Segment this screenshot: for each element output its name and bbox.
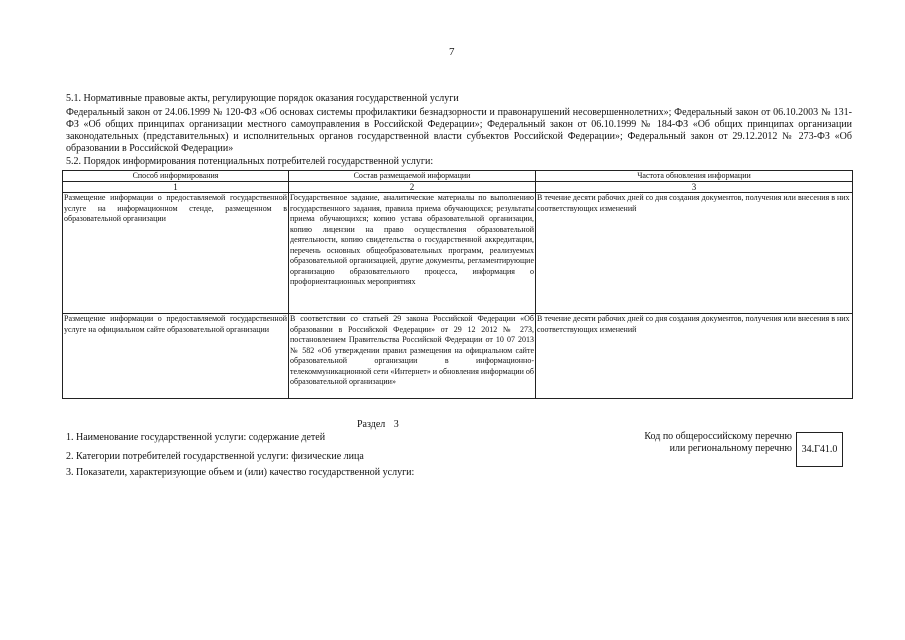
column-header-frequency: Частота обновления информации: [536, 171, 853, 182]
legal-acts-text: Федеральный закон от 24.06.1999 № 120-ФЗ «Об основах системы профилактики безнадзорности и правонарушений несовершеннолетних»; Федеральный закон от 06.10.2003 № 131-ФЗ «Об общих принципах организации местного самоуправления в Российской Федерации»; Федеральный закон от 06.10.1999 № 184-ФЗ «Об общих принципах организации законодательных (представительных) и исполнительных органов государственной власти субъектов Российской Федерации»; Федеральный закон от 29.12.2012 № 273-ФЗ «Об образовании в Российской Федерации»: [66, 107, 852, 154]
column-number: 1: [63, 182, 289, 193]
cell-frequency: В течение десяти рабочих дней со дня создания документов, получения или внесения в них соответствующих изменений: [536, 193, 853, 314]
page-number: 7: [449, 46, 455, 58]
table-row: [63, 314, 853, 399]
section-5-2-heading: 5.2. Порядок информирования потенциальных потребителей государственной услуги:: [66, 156, 434, 167]
table-row: [63, 193, 853, 314]
cell-method: Размещение информации о предоставляемой государственной услуге на официальном сайте образовательной организации: [63, 314, 289, 399]
service-name: 1. Наименование государственной услуги: содержание детей: [66, 432, 326, 443]
indicators-heading: 3. Показатели, характеризующие объем и (или) качество государственной услуги:: [66, 467, 415, 478]
column-number: 3: [536, 182, 853, 193]
cell-frequency: В течение десяти рабочих дней со дня создания документов, получения или внесения в них соответствующих изменений: [536, 314, 853, 399]
cell-content: Государственное задание, аналитические материалы по выполнению государственного задания, правила приема обучающихся; результаты приема обучающихся; копию устава образовательной организации, копию лицензии на право осуществления образовательной деятельности, копию свидетельства о государственной аккредитации, перечень основных общеобразовательных программ, реализуемых образовательной организацией, другие документы, регламентирующие организацию образовательного процесса, информация о профориентационных мероприятиях: [289, 193, 536, 314]
cell-content: В соответствии со статьей 29 закона Российской Федерации «Об образовании в Российской Федерации» от 29 12 2012 № 273, постановлением Правительства Российской Федерации от 10 07 2013 № 582 «Об утверждении правил размещения на официальном сайте образовательной организации в информационно-телекоммуникационной сети «Интернет» и обновления информации об образовательной организации»: [289, 314, 536, 399]
column-header-content: Состав размещаемой информации: [289, 171, 536, 182]
section-5-1-heading: 5.1. Нормативные правовые акты, регулирующие порядок оказания государственной услуги: [66, 93, 459, 104]
column-number: 2: [289, 182, 536, 193]
cell-method: Размещение информации о предоставляемой государственной услуге на информационном стенде, размещенном в образовательной организации: [63, 193, 289, 314]
code-label: Код по общероссийскому перечню или региональному перечню: [644, 431, 792, 454]
column-header-method: Способ информирования: [63, 171, 289, 182]
code-box: 34.Г41.0: [796, 432, 843, 467]
consumer-category: 2. Категории потребителей государственной услуги: физические лица: [66, 451, 364, 462]
information-table: [62, 170, 853, 399]
table-number-row: [63, 182, 853, 193]
section-title: Раздел 3: [357, 419, 399, 430]
table-header-row: [63, 171, 853, 182]
